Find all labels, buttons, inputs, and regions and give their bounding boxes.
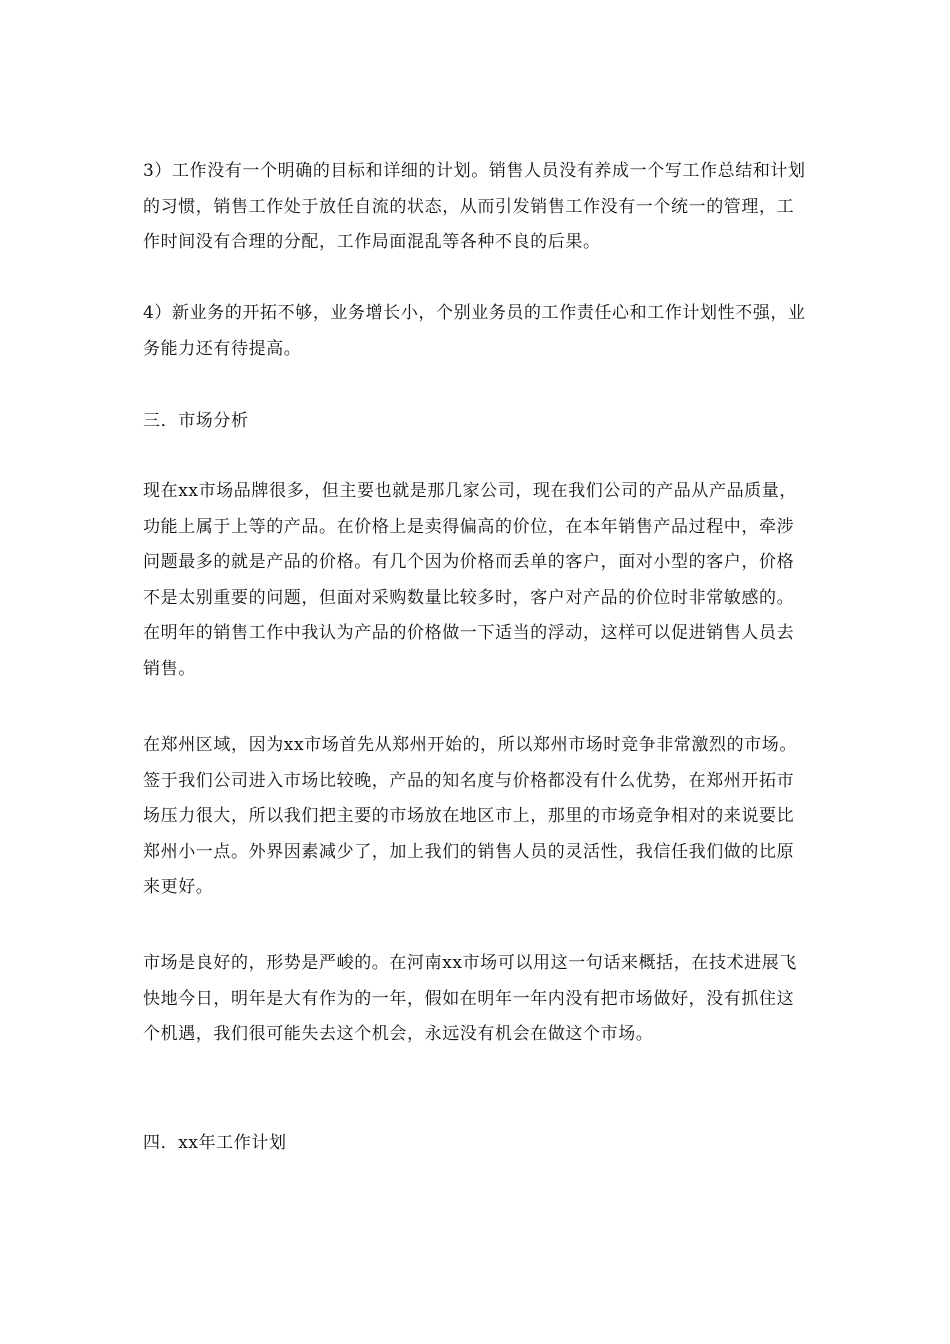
section-heading-work-plan: 四．xx年工作计划 <box>143 1133 287 1153</box>
paragraph-market-brands: 现在xx市场品牌很多，但主要也就是那几家公司，现在我们公司的产品从产品质量，功能上属于上等的产品。在价格上是卖得偏高的价位，在本年销售产品过程中，牵涉问题最多的就是产品的价格。有几个因为价格而丢单的客户，面对小型的客户，价格不是太别重要的问题，但面对采购数量比较多时，客户对产品的价位时非常敏感的。在明年的销售工作中我认为产品的价格做一下适当的浮动，这样可以促进销售人员去销售。 <box>143 481 797 679</box>
section-heading-market-analysis: 三．市场分析 <box>143 411 249 431</box>
paragraph-market-outlook: 市场是良好的，形势是严峻的。在河南xx市场可以用这一句话来概括，在技术进展飞快地今日，明年是大有作为的一年，假如在明年一年内没有把市场做好，没有抓住这个机遇，我们很可能失去这个机会，永远没有机会在做这个市场。 <box>143 953 797 1044</box>
paragraph-problem-4: 4）新业务的开拓不够，业务增长小，个别业务员的工作责任心和工作计划性不强，业务能力还有待提高。 <box>143 303 806 359</box>
paragraph-problem-3: 3）工作没有一个明确的目标和详细的计划。销售人员没有养成一个写工作总结和计划的习惯，销售工作处于放任自流的状态，从而引发销售工作没有一个统一的管理，工作时间没有合理的分配，工作局面混乱等各种不良的后果。 <box>143 161 806 252</box>
paragraph-zhengzhou-region: 在郑州区域，因为xx市场首先从郑州开始的，所以郑州市场时竞争非常激烈的市场。签于我们公司进入市场比较晚，产品的知名度与价格都没有什么优势，在郑州开拓市场压力很大，所以我们把主要的市场放在地区市上，那里的市场竞争相对的来说要比郑州小一点。外界因素减少了，加上我们的销售人员的灵活性，我信任我们做的比原来更好。 <box>143 735 797 897</box>
